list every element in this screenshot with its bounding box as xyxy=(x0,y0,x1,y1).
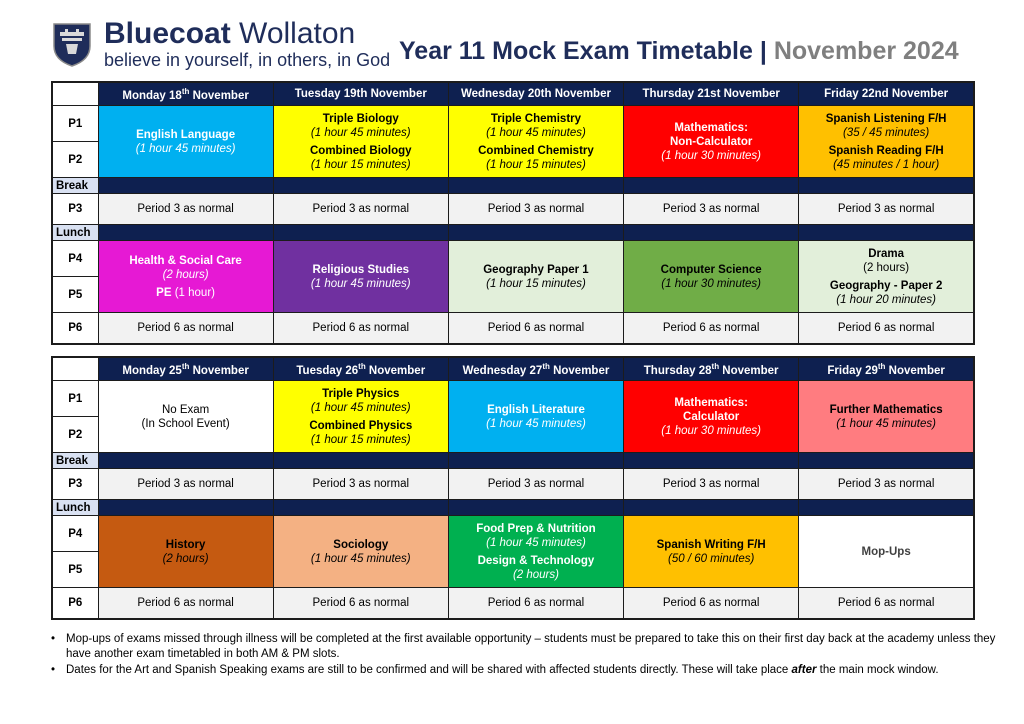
period-label-p3: P3 xyxy=(52,469,98,500)
exam-health-social-care-pe: Health & Social Care (2 hours) PE (1 hour) xyxy=(98,241,273,313)
exam-food-prep-design-technology: Food Prep & Nutrition (1 hour 45 minutes) Design & Technology (2 hours) xyxy=(448,516,623,588)
exam-maths-non-calculator: Mathematics: Non-Calculator (1 hour 30 minutes) xyxy=(624,106,799,178)
period-3-normal: Period 3 as normal xyxy=(98,194,273,225)
period-label-p2: P2 xyxy=(52,417,98,453)
exam-computer-science: Computer Science (1 hour 30 minutes) xyxy=(624,241,799,313)
period-label-p5: P5 xyxy=(52,552,98,588)
exam-history: History (2 hours) xyxy=(98,516,273,588)
day-header-thursday: Thursday 28th November xyxy=(624,357,799,381)
period-label-p5: P5 xyxy=(52,277,98,313)
school-motto: believe in yourself, in others, in God xyxy=(104,50,391,70)
period-label-p3: P3 xyxy=(52,194,98,225)
no-exam-cell: No Exam (In School Event) xyxy=(98,381,273,453)
period-6-normal: Period 6 as normal xyxy=(799,588,974,620)
exam-geography-paper-1: Geography Paper 1 (1 hour 15 minutes) xyxy=(448,241,623,313)
note-mop-ups: • Mop-ups of exams missed through illness will be completed at the first available opportunity – students must be prepared to take this on their first day back at the academy unless they have another exam timetabled in both AM & PM slots. xyxy=(66,632,1006,661)
period-6-normal: Period 6 as normal xyxy=(448,588,623,620)
period-label-p4: P4 xyxy=(52,516,98,552)
school-crest-logo xyxy=(52,22,92,68)
period-3-normal: Period 3 as normal xyxy=(448,469,623,500)
school-name: Bluecoat Wollaton xyxy=(104,17,356,50)
period-3-normal: Period 3 as normal xyxy=(799,194,974,225)
period-3-normal: Period 3 as normal xyxy=(273,194,448,225)
corner-cell xyxy=(52,82,98,106)
exam-spanish-listening-reading: Spanish Listening F/H (35 / 45 minutes) Spanish Reading F/H (45 minutes / 1 hour) xyxy=(799,106,974,178)
lunch-label: Lunch xyxy=(52,225,98,241)
page-title: Year 11 Mock Exam Timetable | November 2024 xyxy=(399,37,959,65)
period-6-normal: Period 6 as normal xyxy=(799,313,974,345)
timetable-week-1 xyxy=(51,81,975,345)
period-label-p1: P1 xyxy=(52,381,98,417)
period-label-p4: P4 xyxy=(52,241,98,277)
period-6-normal: Period 6 as normal xyxy=(273,588,448,620)
period-label-p6: P6 xyxy=(52,313,98,345)
day-header-tuesday: Tuesday 26th November xyxy=(273,357,448,381)
day-header-thursday: Thursday 21st November xyxy=(624,82,799,106)
period-6-normal: Period 6 as normal xyxy=(273,313,448,345)
break-label: Break xyxy=(52,453,98,469)
period-3-normal: Period 3 as normal xyxy=(799,469,974,500)
day-header-monday: Monday 18th November xyxy=(98,82,273,106)
mop-ups-cell: Mop-Ups xyxy=(799,516,974,588)
day-header-tuesday: Tuesday 19th November xyxy=(273,82,448,106)
day-header-monday: Monday 25th November xyxy=(98,357,273,381)
exam-sociology: Sociology (1 hour 45 minutes) xyxy=(273,516,448,588)
period-6-normal: Period 6 as normal xyxy=(624,313,799,345)
exam-maths-calculator: Mathematics: Calculator (1 hour 30 minutes) xyxy=(624,381,799,453)
note-art-spanish-speaking: • Dates for the Art and Spanish Speaking exams are still to be confirmed and will be shared with affected students directly. These will take place after the main mock window. xyxy=(66,663,1006,678)
exam-religious-studies: Religious Studies (1 hour 45 minutes) xyxy=(273,241,448,313)
period-6-normal: Period 6 as normal xyxy=(98,313,273,345)
lunch-label: Lunch xyxy=(52,500,98,516)
day-header-wednesday: Wednesday 27th November xyxy=(448,357,623,381)
exam-spanish-writing: Spanish Writing F/H (50 / 60 minutes) xyxy=(624,516,799,588)
exam-chemistry: Triple Chemistry (1 hour 45 minutes) Combined Chemistry (1 hour 15 minutes) xyxy=(448,106,623,178)
break-label: Break xyxy=(52,178,98,194)
exam-biology: Triple Biology (1 hour 45 minutes) Combined Biology (1 hour 15 minutes) xyxy=(273,106,448,178)
period-label-p6: P6 xyxy=(52,588,98,620)
exam-english-literature: English Literature (1 hour 45 minutes) xyxy=(448,381,623,453)
day-header-wednesday: Wednesday 20th November xyxy=(448,82,623,106)
notes-list xyxy=(44,632,1006,680)
period-3-normal: Period 3 as normal xyxy=(448,194,623,225)
period-6-normal: Period 6 as normal xyxy=(624,588,799,620)
period-label-p2: P2 xyxy=(52,142,98,178)
exam-english-language: English Language (1 hour 45 minutes) xyxy=(98,106,273,178)
period-3-normal: Period 3 as normal xyxy=(98,469,273,500)
timetable-week-2 xyxy=(51,356,975,620)
exam-further-mathematics: Further Mathematics (1 hour 45 minutes) xyxy=(799,381,974,453)
period-label-p1: P1 xyxy=(52,106,98,142)
day-header-friday: Friday 22nd November xyxy=(799,82,974,106)
period-6-normal: Period 6 as normal xyxy=(98,588,273,620)
day-header-friday: Friday 29th November xyxy=(799,357,974,381)
period-3-normal: Period 3 as normal xyxy=(273,469,448,500)
exam-drama-geography-paper-2: Drama (2 hours) Geography - Paper 2 (1 hour 20 minutes) xyxy=(799,241,974,313)
period-3-normal: Period 3 as normal xyxy=(624,469,799,500)
period-3-normal: Period 3 as normal xyxy=(624,194,799,225)
exam-physics: Triple Physics (1 hour 45 minutes) Combined Physics (1 hour 15 minutes) xyxy=(273,381,448,453)
corner-cell xyxy=(52,357,98,381)
period-6-normal: Period 6 as normal xyxy=(448,313,623,345)
